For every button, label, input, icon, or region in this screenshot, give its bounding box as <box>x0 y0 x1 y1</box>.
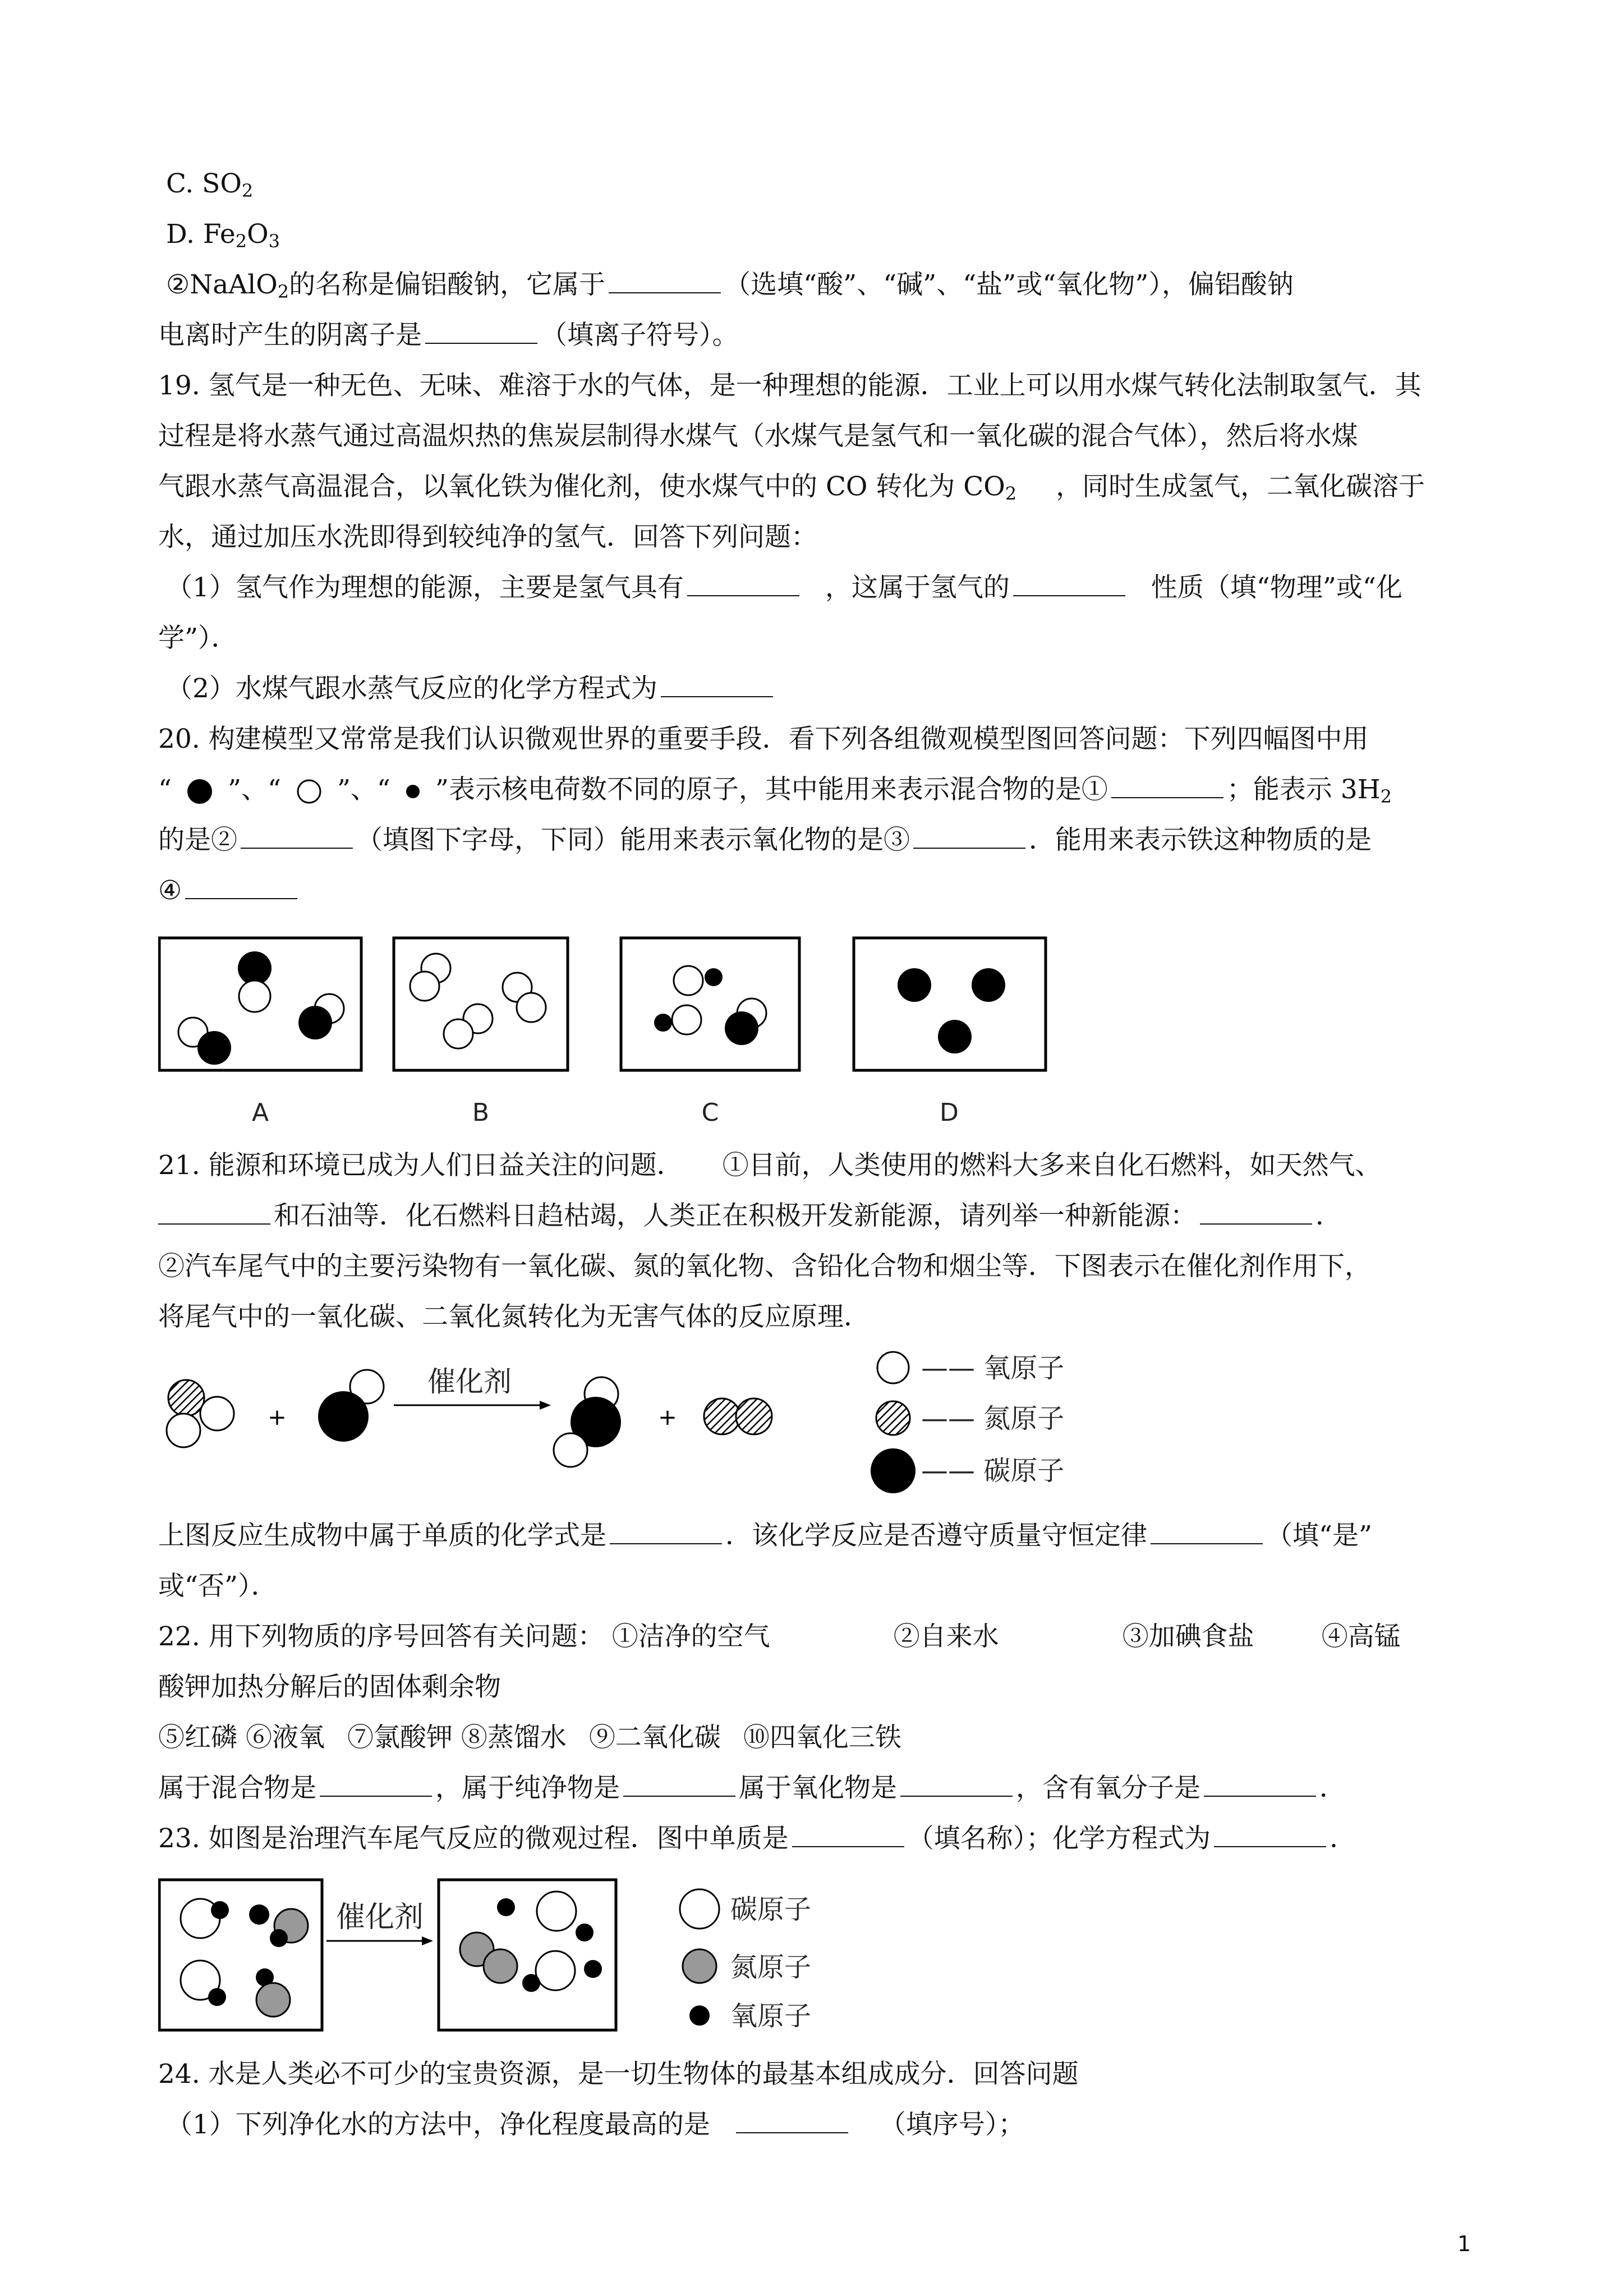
page-number: 1 <box>1457 2231 1471 2256</box>
q23-after-box <box>439 1880 616 2030</box>
q24-line-2: （1）下列净化水的方法中，净化程度最高的是 （填序号）； <box>166 2109 1025 2140</box>
plus-sign-2: + <box>658 1405 677 1430</box>
q23-legend-carbon: 碳原子 <box>730 1894 812 1925</box>
q22-line-2: 酸钾加热分解后的固体剩余物 <box>158 1672 501 1703</box>
q21-line-5: 上图反应生成物中属于单质的化学式是 ．该化学反应是否遵守质量守恒定律 （填“是” <box>158 1520 1373 1551</box>
q24-line-1: 24. 水是人类必不可少的宝贵资源，是一切生物体的最基本组成成分．回答问题 <box>158 2059 1079 2090</box>
q21-line-3: ②汽车尾气中的主要污染物有一氧化碳、氮的氧化物、含铅化合物和烟尘等．下图表示在催化剂作用下， <box>158 1251 1371 1282</box>
q21-line-2: 和石油等．化石燃料日趋枯竭，人类正在积极开发新能源，请列举一种新能源： ． <box>158 1199 1342 1233</box>
box-a <box>159 938 361 1070</box>
q21-legend <box>871 1352 1064 1493</box>
q23-figure <box>158 1876 887 2039</box>
q19-line-2: 过程是将水蒸气通过高温炽热的焦炭层制得水煤气（水煤气是氢气和一氧化碳的混合气体），然后将水煤 <box>158 421 1358 452</box>
q20-line-2: “ ”、“ ”、“ ”表示核电荷数不同的原子，其中能用来表示混合物的是① ；能表示 $3H_2$ <box>158 774 1392 807</box>
q19-line-3: 气跟水蒸气高温混合，以氧化铁为催化剂，使水煤气中的 CO 转化为 $CO_2$ ，同时生成氢气，二氧化碳溶于 <box>158 471 1425 504</box>
q19-line-1: 19. 氢气是一种无色、无味、难溶于水的气体，是一种理想的能源．工业上可以用水煤气转化法制取氢气．其 <box>158 370 1421 401</box>
q23-legend-oxygen: 氧原子 <box>730 2000 812 2032</box>
option-c: C. $SO_2$ <box>166 168 254 201</box>
caption-d: D <box>940 1098 959 1127</box>
white-atom-icon <box>289 777 329 805</box>
caption-b: B <box>472 1098 490 1127</box>
legend-carbon: —— 碳原子 <box>921 1455 1065 1487</box>
q23-legend <box>680 1889 811 2032</box>
legend-nitrogen: —— 氮原子 <box>921 1403 1065 1434</box>
caption-a: A <box>251 1098 269 1127</box>
naalo2-line-1: ②NaAlO$_2$的名称是偏铝酸钠，它属于 （选填“酸”、“碱”、“盐”或“氧化物”），偏铝酸钠 <box>166 269 1294 302</box>
q21-reaction-figure <box>158 1346 1112 1498</box>
no2-molecule <box>167 1380 234 1447</box>
q19-line-6: 学”）． <box>158 623 238 654</box>
q23-line-1: 23. 如图是治理汽车尾气反应的微观过程．图中单质是 （填名称）；化学方程式为 ． <box>158 1823 1356 1854</box>
q22-line-4: 属于混合物是 ，属于纯净物是 属于氧化物是 ，含有氧分子是 ． <box>158 1773 1346 1803</box>
q20-line-1: 20. 构建模型又常常是我们认识微观世界的重要手段．看下列各组微观模型图回答问题：下列四幅图中用 <box>158 724 1369 754</box>
q23-catalyst-label: 催化剂 <box>335 1901 424 1934</box>
q21-line-6: 或“否”）． <box>158 1571 278 1602</box>
q21-line-4: 将尾气中的一氧化碳、二氧化氮转化为无害气体的反应原理． <box>158 1301 870 1332</box>
plus-sign-1: + <box>268 1405 287 1430</box>
q23-before-box <box>159 1880 322 2030</box>
q23-legend-nitrogen: 氮原子 <box>730 1952 812 1983</box>
option-d: D. $Fe_2O_3$ <box>166 219 280 252</box>
catalyst-label: 催化剂 <box>427 1365 512 1398</box>
box-d <box>854 938 1046 1070</box>
q21-line-1: 21. 能源和环境已成为人们日益关注的问题． ①目前，人类使用的燃料大多来自化石燃料，如天然气、 <box>158 1150 1382 1181</box>
co2-molecule <box>554 1377 621 1467</box>
q23-arrow-head <box>422 1936 433 1945</box>
small-black-atom-icon <box>399 777 427 805</box>
naalo2-line-2: 电离时产生的阴离子是 （填离子符号）。 <box>158 320 739 351</box>
co-molecule <box>318 1370 384 1442</box>
q20-figure <box>158 936 1056 1138</box>
box-b <box>394 938 568 1070</box>
n2-molecule <box>704 1398 772 1434</box>
q22-line-1: 22. 用下列物质的序号回答有关问题： ①洁净的空气 ②自来水 ③加碘食盐 ④高锰 <box>158 1621 1401 1652</box>
legend-oxygen: —— 氧原子 <box>921 1352 1065 1384</box>
q20-line-4: ④ <box>158 874 301 908</box>
large-black-atom-icon <box>180 777 219 805</box>
q19-line-4: 水，通过加压水洗即得到较纯净的氢气．回答下列问题： <box>158 522 817 553</box>
q20-line-3: 的是② （填图下字母，下同）能用来表示氧化物的是③ ．能用来表示铁这种物质的是 <box>158 825 1372 855</box>
arrow-head <box>540 1401 551 1410</box>
box-c <box>621 938 799 1070</box>
caption-c: C <box>701 1098 719 1127</box>
q19-line-7: （2）水煤气跟水蒸气反应的化学方程式为 <box>166 672 776 706</box>
q22-line-3: ⑤红磷 ⑥液氧 ⑦氯酸钾 ⑧蒸馏水 ⑨二氧化碳 ⑩四氧化三铁 <box>158 1722 901 1753</box>
q19-line-5: （1）氢气作为理想的能源，主要是氢气具有 ，这属于氢气的 性质（填“物理”或“化 <box>166 572 1402 603</box>
